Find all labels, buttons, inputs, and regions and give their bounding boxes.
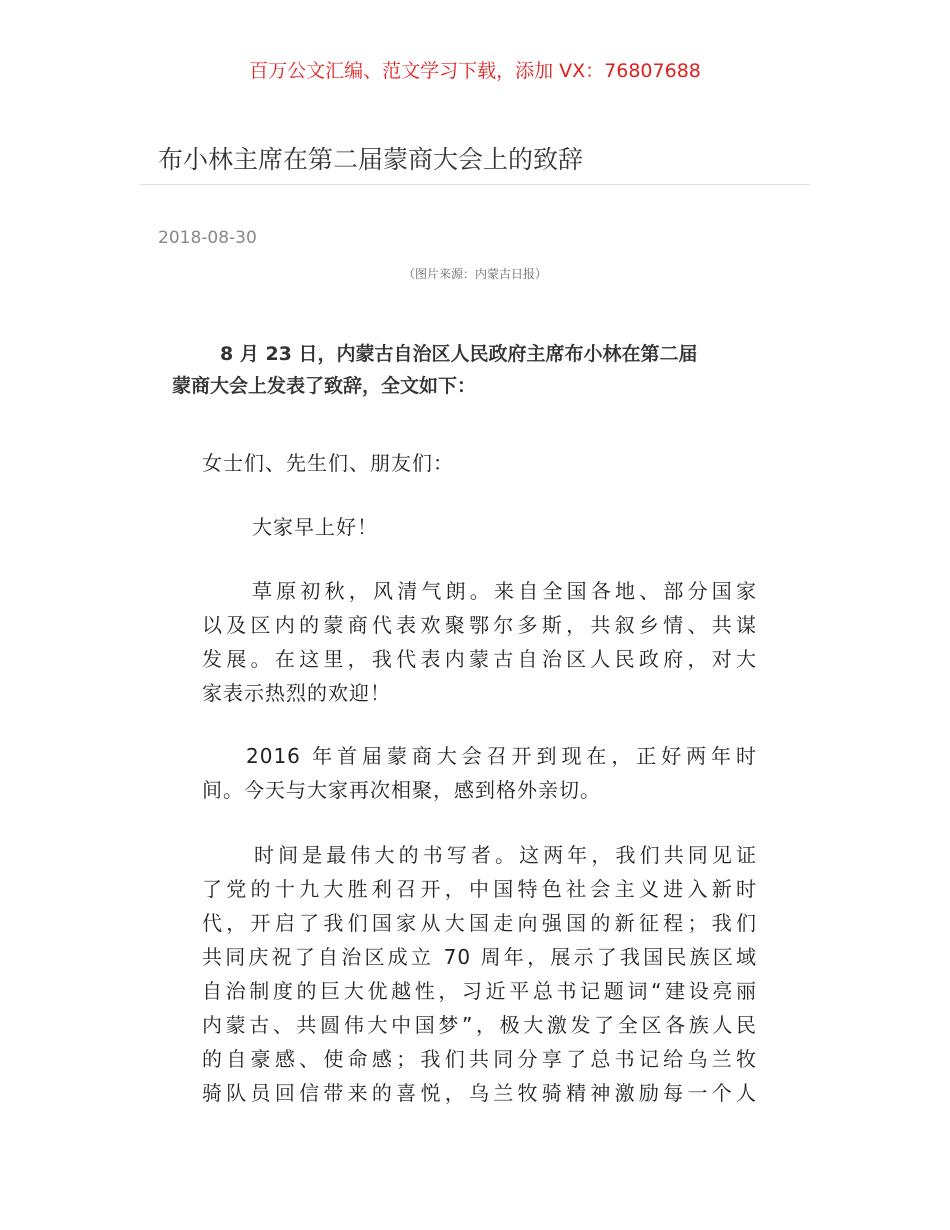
paragraph-line: 时间是最伟大的书写者。这两年，我们共同见证 [254,843,757,867]
paragraph-line: 代，开启了我们国家从大国走向强国的新征程；我们 [202,911,757,935]
paragraph-line: 内蒙古、共圆伟大中国梦”，极大激发了全区各族人民 [202,1013,757,1037]
paragraph-line: 间。今天与大家再次相聚，感到格外亲切。 [202,778,601,802]
greeting: 大家早上好！ [252,515,378,539]
watermark-banner: 百万公文汇编、范文学习下载，添加 VX：76807688 [249,60,701,82]
paragraph-line: 的自豪感、使命感；我们共同分享了总书记给乌兰牧 [202,1047,757,1071]
image-caption: （图片来源：内蒙古日报） [402,267,547,281]
publish-date: 2018-08-30 [158,228,257,248]
salutation: 女士们、先生们、朋友们： [202,451,454,475]
article-title: 布小林主席在第二届蒙商大会上的致辞 [158,145,584,174]
paragraph-line: 以及区内的蒙商代表欢聚鄂尔多斯，共叙乡情、共谋 [202,613,757,637]
paragraph-line: 2016 年首届蒙商大会召开到现在，正好两年时 [246,744,757,768]
paragraph-line: 发展。在这里，我代表内蒙古自治区人民政府，对大 [202,647,757,671]
lead-line: 8 月 23 日，内蒙古自治区人民政府主席布小林在第二届 [220,343,698,365]
paragraph-line: 共同庆祝了自治区成立 70 周年，展示了我国民族区域 [202,945,757,969]
lead-line: 蒙商大会上发表了致辞，全文如下： [172,375,477,397]
paragraph-line: 草原初秋，风清气朗。来自全国各地、部分国家 [252,579,757,603]
title-divider [140,184,810,185]
paragraph-line: 了党的十九大胜利召开，中国特色社会主义进入新时 [202,877,757,901]
paragraph-line: 骑队员回信带来的喜悦，乌兰牧骑精神激励每一个人 [202,1081,757,1105]
paragraph-line: 家表示热烈的欢迎！ [202,681,391,705]
paragraph-line: 自治制度的巨大优越性，习近平总书记题词“建设亮丽 [202,979,757,1003]
